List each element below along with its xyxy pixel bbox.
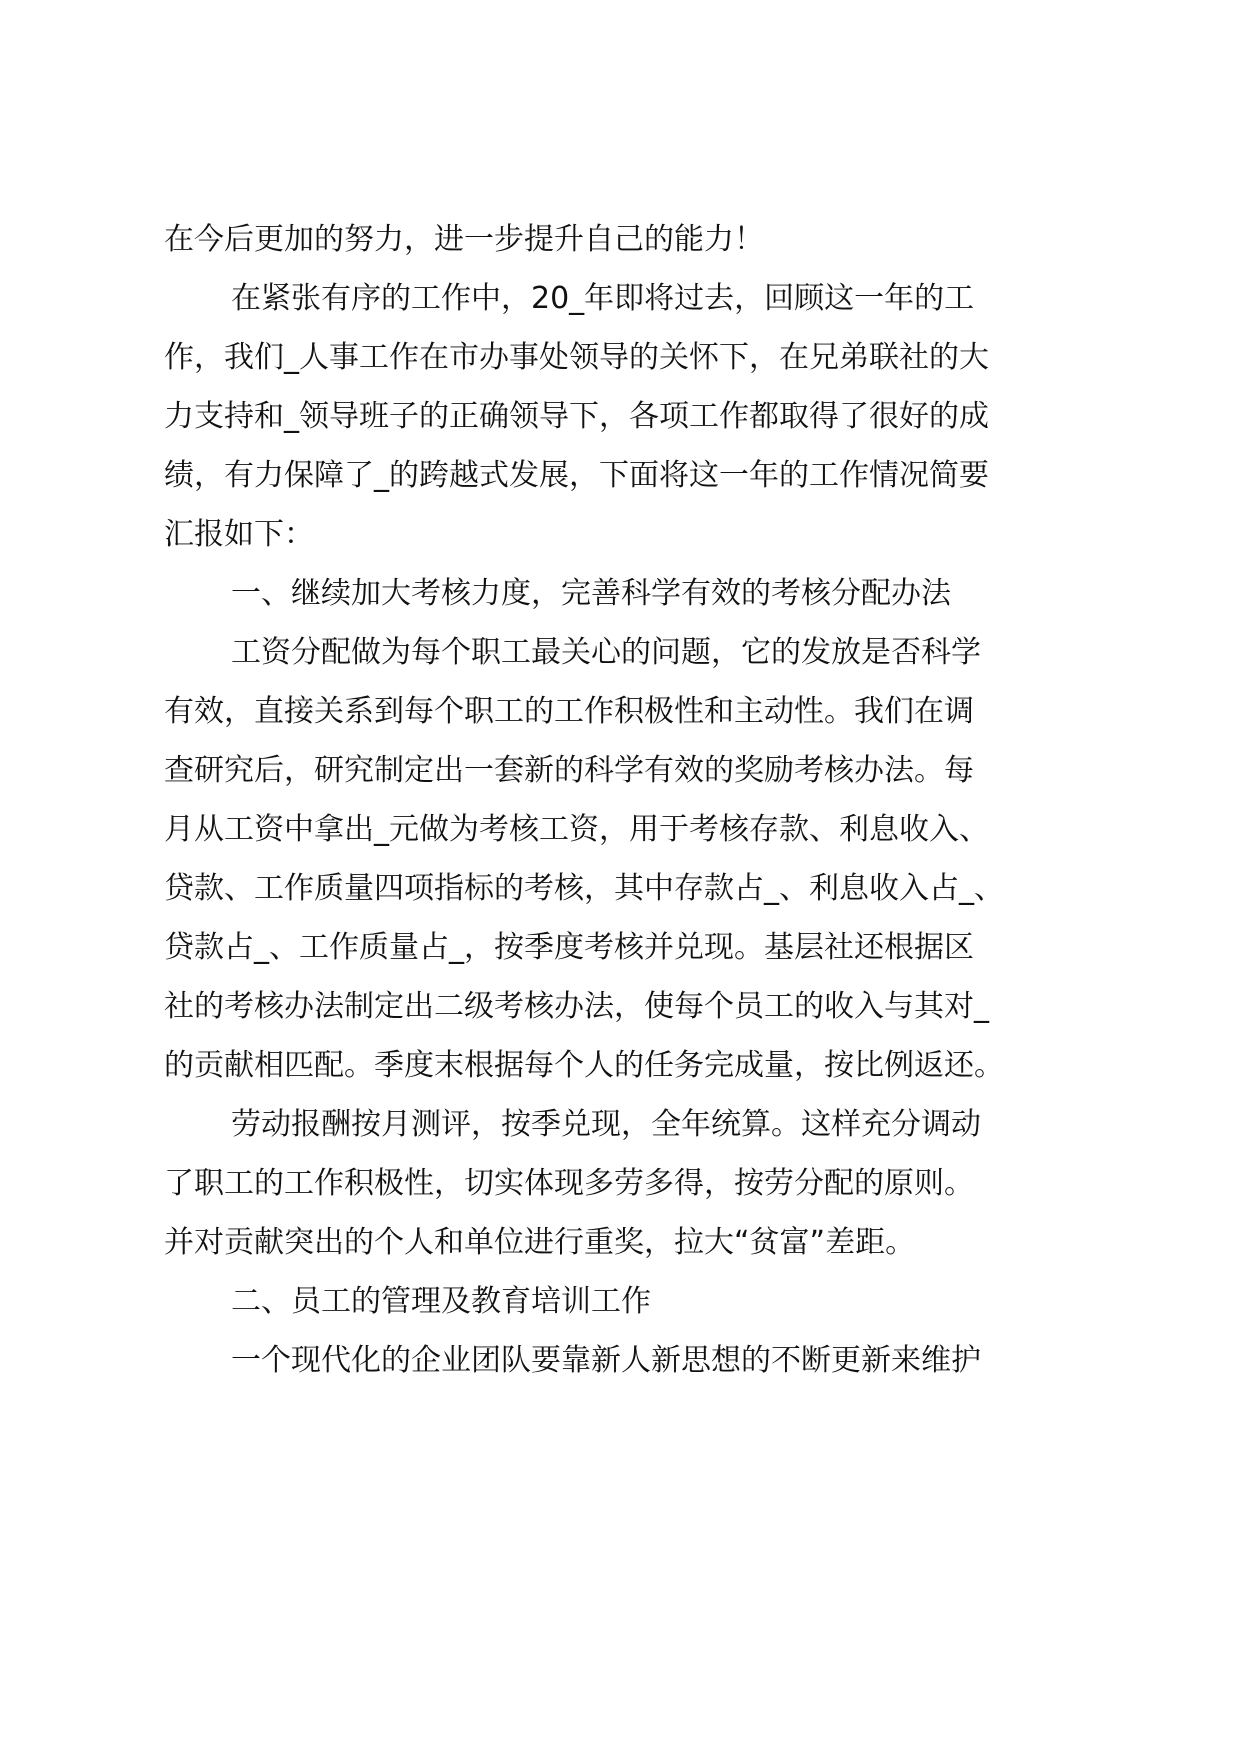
section-heading-1: 一、继续加大考核力度，完善科学有效的考核分配办法 bbox=[231, 576, 951, 611]
text-line-11: 月从工资中拿出_元做为考核工资，用于考核存款、利息收入、 bbox=[164, 812, 989, 847]
section-heading-2: 二、员工的管理及教育培训工作 bbox=[231, 1284, 651, 1319]
text-line-1: 在今后更加的努力，进一步提升自己的能力！ bbox=[164, 222, 764, 257]
text-line-4: 力支持和_领导班子的正确领导下，各项工作都取得了很好的成 bbox=[164, 399, 989, 434]
text-line-12: 贷款、工作质量四项指标的考核，其中存款占_、利息收入占_、 bbox=[164, 871, 1004, 906]
text-line-14: 社的考核办法制定出二级考核办法，使每个员工的收入与其对_ bbox=[164, 989, 989, 1024]
text-line-10: 查研究后，研究制定出一套新的科学有效的奖励考核办法。每 bbox=[164, 753, 974, 788]
text-line-13: 贷款占_、工作质量占_，按季度考核并兑现。基层社还根据区 bbox=[164, 930, 974, 965]
text-line-2: 在紧张有序的工作中，20_年即将过去，回顾这一年的工 bbox=[231, 281, 975, 316]
text-line-3: 作，我们_人事工作在市办事处领导的关怀下，在兄弟联社的大 bbox=[164, 340, 989, 375]
text-line-9: 有效，直接关系到每个职工的工作积极性和主动性。我们在调 bbox=[164, 694, 974, 729]
text-line-16: 劳动报酬按月测评，按季兑现，全年统算。这样充分调动 bbox=[231, 1107, 981, 1142]
text-line-6: 汇报如下： bbox=[164, 517, 314, 552]
text-line-5: 绩，有力保障了_的跨越式发展，下面将这一年的工作情况简要 bbox=[164, 458, 989, 493]
text-line-15: 的贡献相匹配。季度末根据每个人的任务完成量，按比例返还。 bbox=[164, 1048, 1004, 1083]
text-line-20: 一个现代化的企业团队要靠新人新思想的不断更新来维护 bbox=[231, 1343, 981, 1378]
text-line-18: 并对贡献突出的个人和单位进行重奖，拉大“贫富”差距。 bbox=[164, 1225, 916, 1260]
text-line-17: 了职工的工作积极性，切实体现多劳多得，按劳分配的原则。 bbox=[164, 1166, 974, 1201]
text-line-8: 工资分配做为每个职工最关心的问题，它的发放是否科学 bbox=[231, 635, 981, 670]
